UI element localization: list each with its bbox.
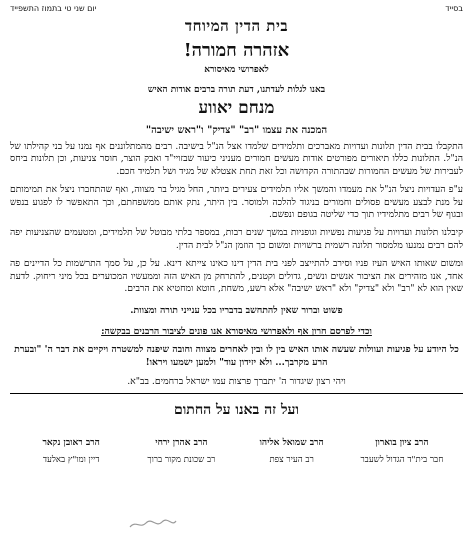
rabbis-request-line: וכדי לפרסם חרון אף ולאפרושי מאיסורא אנו פונים לציבור הרבנים בבקשה: xyxy=(101,326,372,338)
handwritten-signature xyxy=(128,518,178,530)
signers-row xyxy=(10,437,463,465)
signer-title: רב שכונת מקור ברוך xyxy=(147,455,216,466)
accused-name: מנחם יאווע xyxy=(198,98,275,118)
signer-name: הרב שמואל אליהו xyxy=(259,438,324,449)
paragraph-summons: קיבלנו תלונות ועדויות על פגיעות נפשיות וגופניות במשך שנים רבות, במספר בלתי מבוטל של תלמידים, ומטעמים שהצניעות יפה להם רבים נמנעו מלמסור תלונה רשמית ברשויות ומשום כך הוזמן הנ"ל לבית הדין. xyxy=(10,227,463,251)
intro-line: באנו לגלות לעדתנו, דעת תורה ברבים אודות האיש xyxy=(147,85,326,95)
signer-title: דיין ומו"ץ באלעד xyxy=(42,455,100,466)
signer-title: רב העיר צפת xyxy=(269,455,314,466)
signer xyxy=(126,437,236,465)
closing-blessing: ויהי רצון שיגדור ה' יתברך פרצות עמו ישראל ברחמים. בב"א. xyxy=(127,376,346,388)
paragraph-testimonies: ע"פ העדויות ניצל הנ"ל את מעמדו והמשך אליו תלמידים צעירים ביותר, החל מגיל בר מצווה, ואף שהתחברו ניצל את תמימותם על מנת לבצע מעשים פסולים וחמורים בניגוד להלכה ולמוסר. בין היתר, נתק אותם ממשפחתם, וכך התאפשר לו לפגוע בנפש ובגוף של רבים מתלמידיו תוך כדי שליטה בגופם ונפשם. xyxy=(10,184,463,221)
simple-line: פשוט וברור שאין להתחשב בדבריו בכל ענייני תורה ומצוות. xyxy=(130,305,343,317)
signer-name: הרב ראובן נקאר xyxy=(42,438,100,449)
signer-name: הרב ציון בוארון xyxy=(375,438,429,449)
bsd-mark: בסייד xyxy=(445,4,463,13)
signer xyxy=(237,437,347,465)
signer xyxy=(347,437,457,465)
signer-name: הרב אהרן ירחי xyxy=(155,438,208,449)
subtitle: לאפרושי מאיסורא xyxy=(204,65,269,75)
court-title: בית הדין המיוחד xyxy=(184,17,289,35)
warning-heading: אזהרה חמורה! xyxy=(183,40,290,61)
paragraph-ruling: ומשום שאותו האיש העיז פניו וסירב להתייצב לפני בית הדין דינו כאינו צייתא דינא. על כן, על סמך התרשמות כל הדיינים פה אחד, אנו מזהירים את הציבור אנשים ונשים, גדולים וקטנים, להתרחק מן האיש הזה וממעשיו המכוערים בכל מיני ריחוק. לדעת שאין הוא לא "רב" ולא "צדיק" ולא "ראש ישיבה" אלא רשע, משחת, חוטא ומחטיא את הרבים. xyxy=(10,258,463,295)
aliases-line: המכנה את עצמו "רב" "צדיק" ו"ראש ישיבה" xyxy=(145,125,328,136)
paragraph-complaints: התקבלו בבית הדין תלונות ועדויות מאברכים ותלמידים שלמדו אצל הנ"ל בישיבה. רבים מהמתלוננים אף נמנו על בני קהילתו של הנ"ל. התלונות כללו תיאורים מפורטים אודות מעשים חמורים מעניני כיעור שבזויי"ד ואבק הוצר, חוסר צניעות, וכן תלונות ביחס לעבירות של מעשים החמורות שבהתורה הקדושה וכל זאת תחת אצטלא של מגיד ושל תלמיד חכם. xyxy=(10,141,463,177)
signer-title: חבר בית"ד הגדול לשעבר xyxy=(360,455,444,466)
divider xyxy=(10,393,463,394)
signer xyxy=(16,437,126,465)
signature-heading: ועל זה באנו על החתום xyxy=(173,402,300,419)
top-header xyxy=(10,4,463,14)
date-line: יום שני טי בתמוז התשפייד xyxy=(10,4,97,13)
police-report-paragraph: כל היודע על פגיעות ועוולות שעשה אותו האיש בין לו ובין לאחרים מצווה וחובה שיפנה למשטרה ויקיים את דבר ה' "ובערת הרע מקרבך... ולא יזידון עוד" ולמען ישמעו ויראו! xyxy=(14,344,459,368)
